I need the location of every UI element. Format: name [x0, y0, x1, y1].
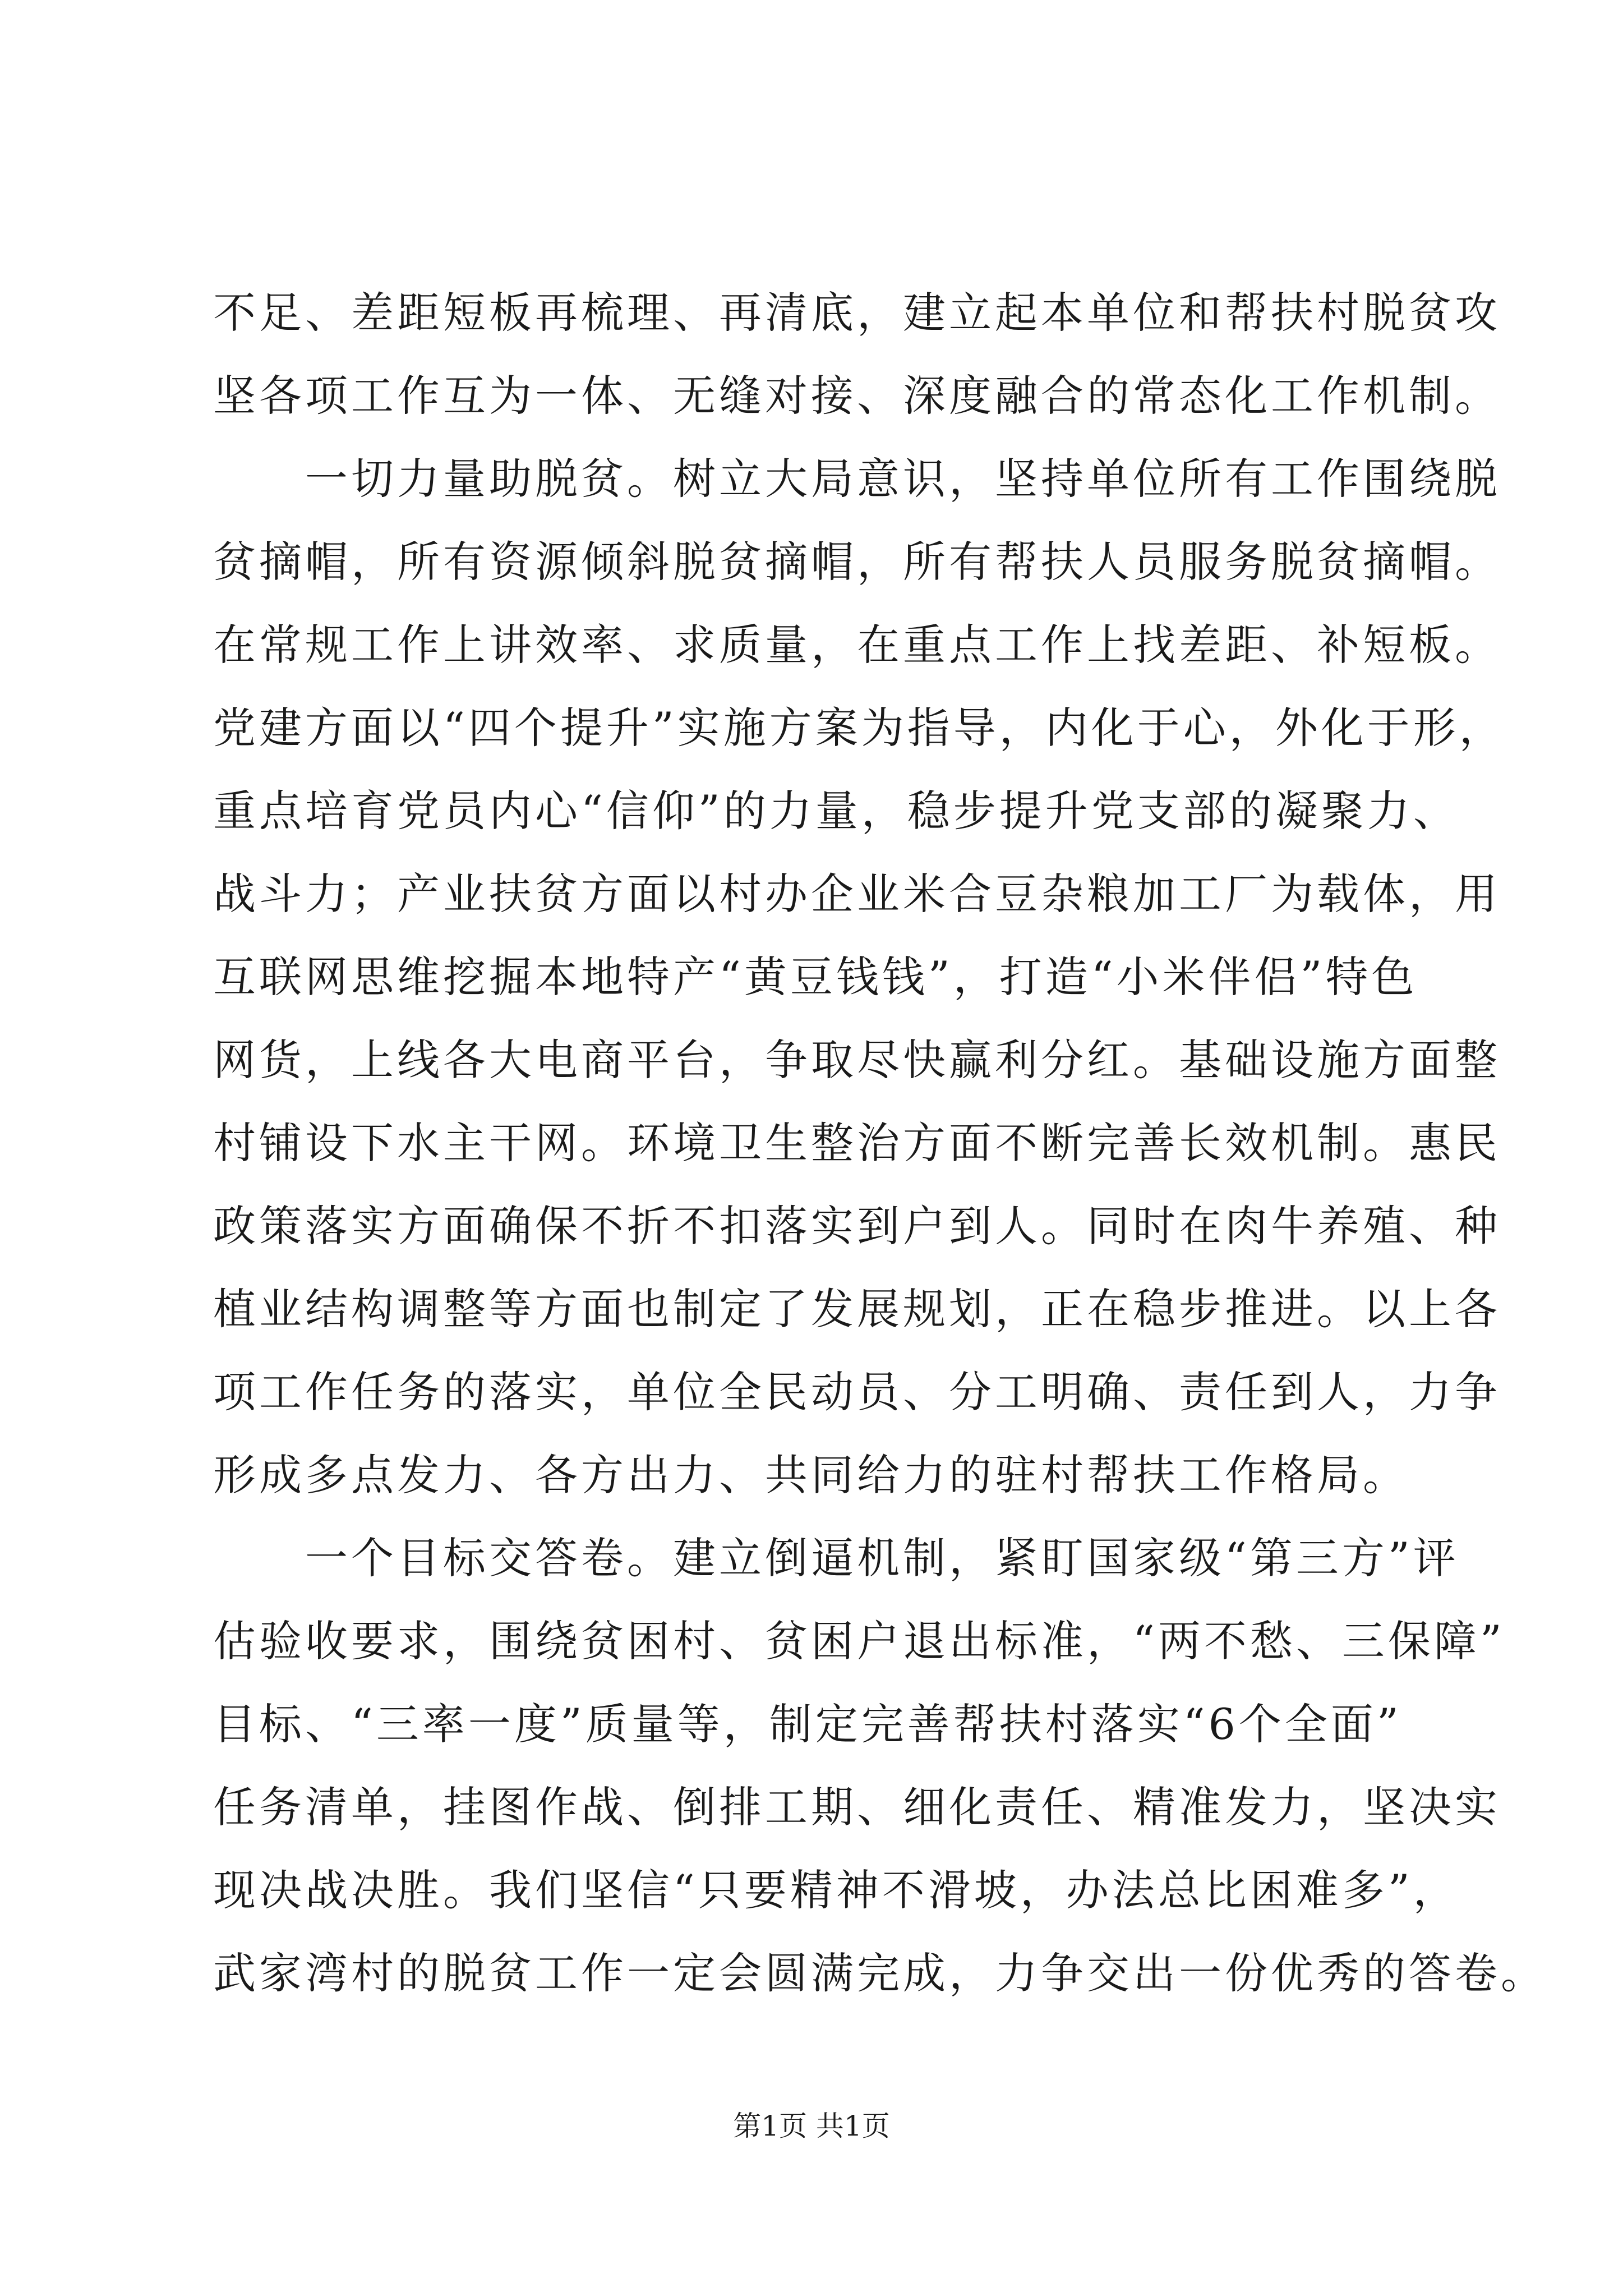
body-text-line: 村铺设下水主干网。环境卫生整治方面不断完善长效机制。惠民 [213, 1118, 1501, 1168]
body-text-line: 形成多点发力、各方出力、共同给力的驻村帮扶工作格局。 [213, 1450, 1409, 1500]
body-text-line: 一个目标交答卷。建立倒逼机制，紧盯国家级“第三方”评 [213, 1533, 1459, 1583]
body-text-line: 不足、差距短板再梳理、再清底，建立起本单位和帮扶村脱贫攻 [213, 288, 1501, 338]
body-text-line: 互联网思维挖掘本地特产“黄豆钱钱”，打造“小米伴侣”特色 [213, 952, 1418, 1002]
body-text-line: 武家湾村的脱贫工作一定会圆满完成，力争交出一份优秀的答卷。 [213, 1948, 1547, 1998]
body-text-line: 一切力量助脱贫。树立大局意识，坚持单位所有工作围绕脱 [213, 454, 1501, 504]
body-text-line: 目标、“三率一度”质量等，制定完善帮扶村落实“6个全面” [213, 1699, 1402, 1749]
body-text-line: 网货，上线各大电商平台，争取尽快赢利分红。基础设施方面整 [213, 1035, 1501, 1085]
body-text-line: 任务清单，挂图作战、倒排工期、细化责任、精准发力，坚决实 [213, 1782, 1501, 1832]
body-text-line: 党建方面以“四个提升”实施方案为指导，内化于心，外化于形， [213, 703, 1505, 753]
body-text-line: 战斗力；产业扶贫方面以村办企业米合豆杂粮加工厂为载体，用 [213, 869, 1501, 919]
body-text-line: 政策落实方面确保不折不扣落实到户到人。同时在肉牛养殖、种 [213, 1201, 1501, 1251]
body-text-line: 现决战决胜。我们坚信“只要精神不滑坡，办法总比困难多”， [213, 1865, 1459, 1915]
body-text-line: 项工作任务的落实，单位全民动员、分工明确、责任到人，力争 [213, 1367, 1501, 1417]
body-text-line: 贫摘帽，所有资源倾斜脱贫摘帽，所有帮扶人员服务脱贫摘帽。 [213, 537, 1501, 587]
body-text-line: 在常规工作上讲效率、求质量，在重点工作上找差距、补短板。 [213, 620, 1501, 670]
page-footer: 第1页 共1页 [733, 2110, 890, 2142]
body-text-line: 估验收要求，围绕贫困村、贫困户退出标准，“两不愁、三保障” [213, 1616, 1505, 1666]
body-text-line: 植业结构调整等方面也制定了发展规划，正在稳步推进。以上各 [213, 1284, 1501, 1334]
body-text-line: 坚各项工作互为一体、无缝对接、深度融合的常态化工作机制。 [213, 371, 1501, 421]
body-text-line: 重点培育党员内心“信仰”的力量，稳步提升党支部的凝聚力、 [213, 786, 1459, 836]
